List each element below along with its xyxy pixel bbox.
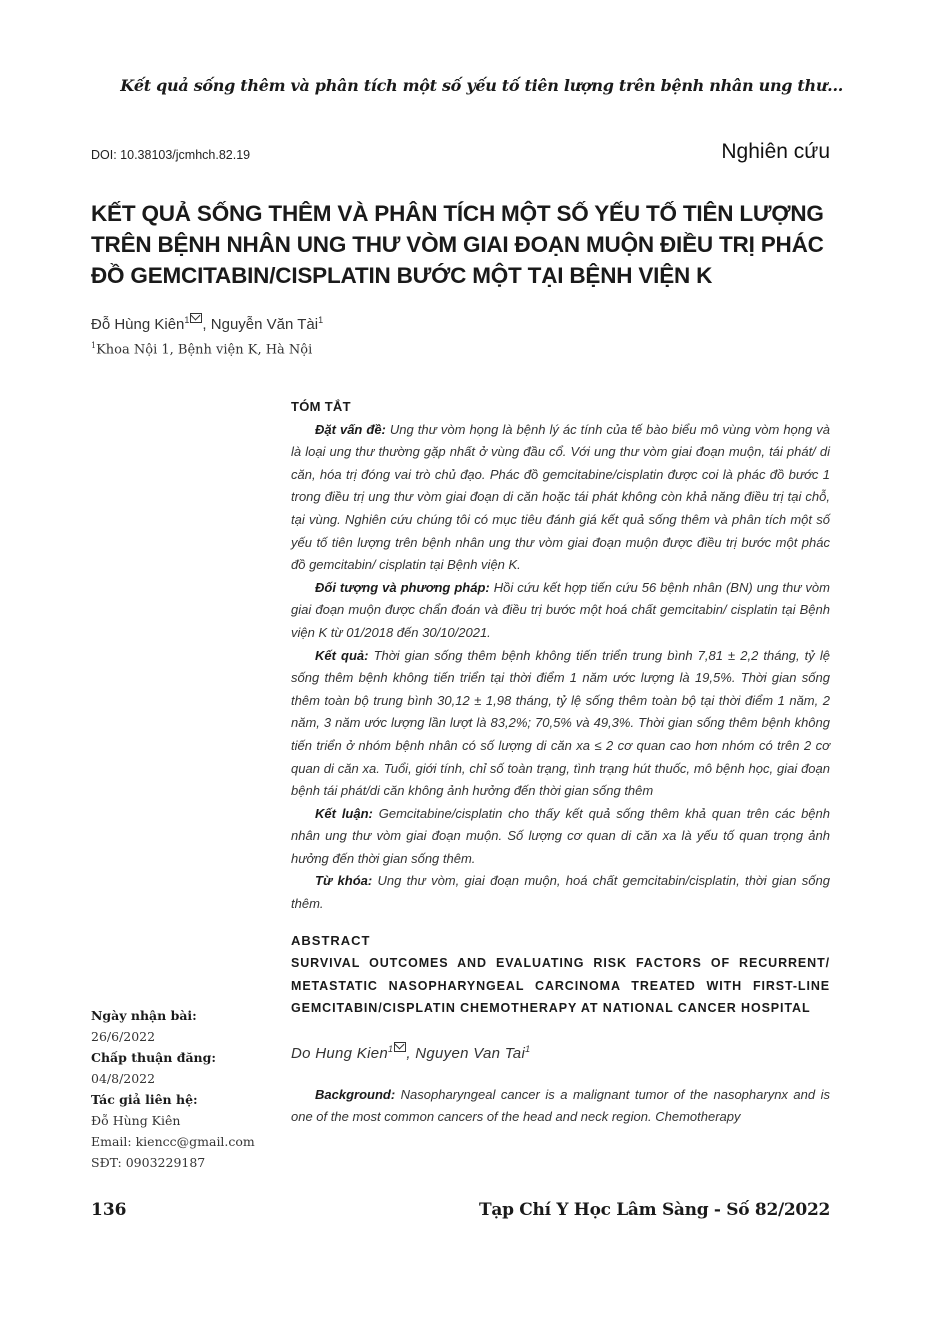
author-affil-sup: 1 [525, 1044, 531, 1055]
author-name: Nguyễn Văn Tài [210, 316, 319, 333]
author-affil-sup: 1 [184, 315, 190, 325]
author-name: Đỗ Hùng Kiên [91, 316, 185, 333]
summary-heading: TÓM TẮT [291, 399, 351, 414]
running-header: Kết quả sống thêm và phân tích một số yếu tố tiên lượng trên bệnh nhân ung thư... [120, 76, 843, 95]
title-line: TRÊN BỆNH NHÂN UNG THƯ VÒM GIAI ĐOẠN MUỘN ĐIỀU TRỊ PHÁC [91, 232, 824, 257]
paragraph-text: Thời gian sống thêm bệnh không tiến triển trung bình 7,81 ± 2,2 tháng, tỷ lệ sống thêm bệnh không tiến triển tại thời điểm 1 năm ước lượng là 19,5%. Thời gian sống thêm toàn bộ trung bình 30,12 ± 1,98 tháng, tỷ lệ sống thêm toàn bộ tại thời điểm 1 năm, 2 năm, 3 năm ước lượng lần lượt là 83,2%; 70,5% và 49,3%. Thời gian sống thêm bệnh không tiến triển ở nhóm bệnh nhân có số lượng di căn xa ≤ 2 cơ quan cao hơn nhóm có trên 2 cơ quan di căn xa. Tuổi, giới tính, chỉ số toàn trạng, tình trạng hút thuốc, mô bệnh học, giai đoạn bệnh tái phát/di căn không ảnh hưởng đến thời gian sống thêm [291, 647, 830, 799]
summary-paragraph [291, 803, 830, 871]
contact-name: Đỗ Hùng Kiên [91, 1113, 181, 1128]
accepted-date: 04/8/2022 [91, 1071, 156, 1086]
abstract-paragraph [291, 1084, 830, 1129]
abstract-title: SURVIVAL OUTCOMES AND EVALUATING RISK FACTORS OF RECURRENT/ METASTATIC NASOPHARYNGEAL CARCINOMA TREATED WITH FIRST-LINE GEMCITABIN/CISPLATIN CHEMOTHERAPY AT NATIONAL CANCER HOSPITAL [291, 956, 830, 1016]
affiliation-sup: 1 [91, 341, 97, 350]
received-date: 26/6/2022 [91, 1029, 156, 1044]
paragraph-lead: Từ khóa: [315, 873, 373, 889]
paragraph-lead: Kết luận: [315, 805, 373, 821]
author-name: Do Hung Kien [291, 1045, 388, 1063]
author-name: Nguyen Van Tai [415, 1045, 526, 1063]
accepted-label: Chấp thuận đăng: [91, 1050, 216, 1065]
contact-email: Email: kiencc@gmail.com [91, 1134, 255, 1149]
paragraph-lead: Đối tượng và phương pháp: [315, 579, 490, 595]
title-line: ĐỒ GEMCITABIN/CISPLATIN BƯỚC MỘT TẠI BỆNH VIỆN K [91, 263, 713, 288]
received-label: Ngày nhận bài: [91, 1008, 197, 1023]
abstract-heading: ABSTRACT [291, 932, 371, 948]
author-list [91, 315, 323, 333]
summary-paragraph [291, 645, 830, 803]
affiliation-text: Khoa Nội 1, Bệnh viện K, Hà Nội [96, 342, 313, 358]
page-number: 136 [91, 1200, 127, 1220]
summary-paragraph [291, 419, 830, 577]
contact-phone: SĐT: 0903229187 [91, 1155, 206, 1170]
paragraph-text: Ung thư vòm họng là bệnh lý ác tính của tế bào biểu mô vùng vòm họng và là loại ung thư thường gặp nhất ở vùng đầu cổ. Với ung thư vòm giai đoạn muộn, tái phát/ di căn, hóa trị đóng vai trò chủ đạo. Phác đồ gemcitabine/cisplatin được coi là phác đồ bước 1 trong điều trị ung thư vòm giai đoạn di căn hoặc tái phát không còn khả năng điều trị tại chỗ, tại vùng. Nghiên cứu chúng tôi có mục tiêu đánh giá kết quả sống thêm và phân tích một số yếu tố tiên lượng trên bệnh nhân ung thư vòm giai đoạn muộn được điều trị bước một phác đồ gemcitabin/ cisplatin tại Bệnh viện K. [291, 421, 830, 573]
section-tag: Nghiên cứu [721, 140, 830, 163]
main-column [291, 396, 830, 1129]
paragraph-lead: Kết quả: [315, 647, 369, 663]
contact-label: Tác giả liên hệ: [91, 1092, 198, 1107]
article-title [91, 198, 841, 291]
summary-paragraph [291, 870, 830, 915]
author-affil-sup: 1 [318, 315, 324, 325]
doi: DOI: 10.38103/jcmhch.82.19 [91, 148, 251, 162]
author-affil-sup: 1 [388, 1044, 394, 1055]
title-line: KẾT QUẢ SỐNG THÊM VÀ PHÂN TÍCH MỘT SỐ YẾU TỐ TIÊN LƯỢNG [91, 201, 824, 226]
affiliation [91, 341, 312, 357]
paragraph-lead: Background: [315, 1086, 396, 1102]
paragraph-text: Gemcitabine/cisplatin cho thấy kết quả sống thêm khả quan trên các bệnh nhân ung thư vòm giai đoạn muộn. Số lượng cơ quan di căn xa là yếu tố quan trọng ảnh hưởng đến thời gian sống thêm. [291, 805, 830, 866]
mail-icon [394, 1042, 406, 1052]
english-author-list [291, 1038, 830, 1066]
paragraph-text: Ung thư vòm, giai đoạn muộn, hoá chất gemcitabin/cisplatin, thời gian sống thêm. [291, 873, 830, 912]
summary-paragraph [291, 577, 830, 645]
journal-name: Tạp Chí Y Học Lâm Sàng - Số 82/2022 [479, 1200, 830, 1220]
author-separator: , [202, 316, 211, 333]
article-info-sidebar [91, 1005, 281, 1173]
author-separator: , [406, 1045, 416, 1063]
paragraph-text: Hồi cứu kết hợp tiến cứu 56 bệnh nhân (BN) ung thư vòm giai đoạn muộn được chẩn đoán và điều trị bước một hoá chất gemcitabin/ cisplatin tại Bệnh viện K từ 01/2018 đến 30/10/2021. [291, 579, 830, 640]
mail-icon [190, 313, 202, 323]
paragraph-lead: Đặt vấn đề: [315, 421, 386, 437]
paragraph-text: Nasopharyngeal cancer is a malignant tumor of the nasopharynx and is one of the most common cancers of the head and neck region. Chemotherapy [291, 1086, 830, 1125]
